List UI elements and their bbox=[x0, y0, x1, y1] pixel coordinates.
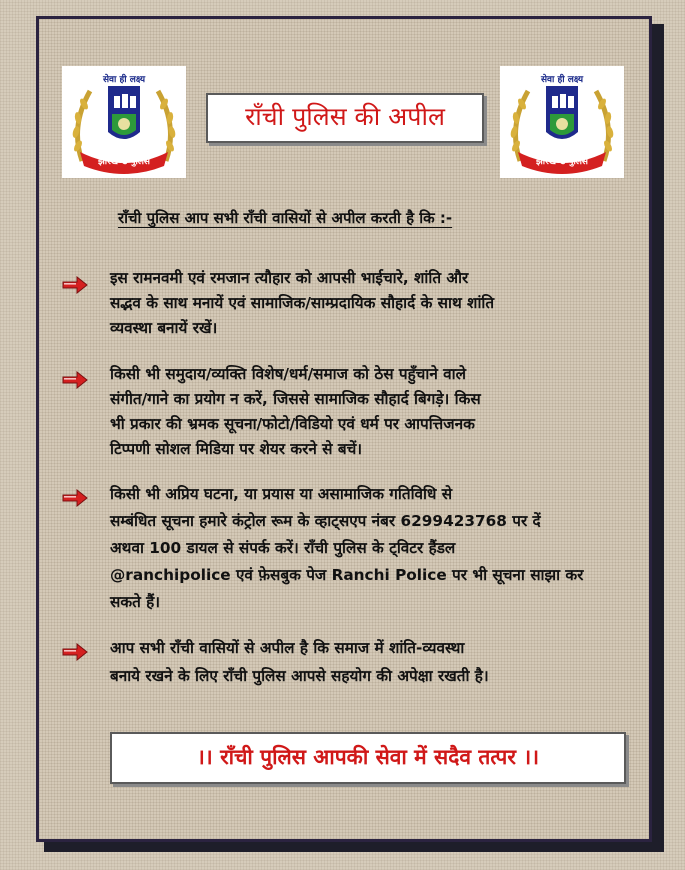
jharkhand-police-emblem-right bbox=[500, 66, 624, 178]
jharkhand-police-emblem-left bbox=[62, 66, 186, 178]
appeal-line: संगीत/गाने का प्रयोग न करें, जिससे सामाजिक सौहार्द बिगड़े। किस bbox=[110, 390, 481, 408]
emblem-motto: सेवा ही लक्ष्य bbox=[102, 75, 146, 85]
appeal-line: इस रामनवमी एवं रमजान त्यौहार को आपसी भाईचारे, शांति और bbox=[110, 269, 469, 287]
appeal-line: व्यवस्था बनायें रखें। bbox=[110, 319, 218, 337]
emblem-motto: सेवा ही लक्ष्य bbox=[540, 75, 584, 85]
appeal-subheading: राँची पुलिस आप सभी राँची वासियों से अपील करती है कि :- bbox=[118, 209, 453, 227]
appeal-line: बनाये रखने के लिए राँची पुलिस आपसे सहयोग की अपेक्षा रखती है। bbox=[110, 667, 489, 685]
appeal-line: @ranchipolice एवं फ़ेसबुक पेज Ranchi Police पर भी सूचना साझा कर bbox=[110, 566, 584, 584]
appeal-line: टिप्पणी सोशल मिडिया पर शेयर करने से बचें। bbox=[110, 440, 363, 458]
appeal-line: किसी भी समुदाय/व्यक्ति विशेष/धर्म/समाज को ठेस पहुँचाने वाले bbox=[110, 365, 467, 383]
appeal-line: सम्बंधित सूचना हमारे कंट्रोल रूम के व्हाट्सएप नंबर 6299423768 पर दें bbox=[110, 512, 541, 530]
footer-slogan: ।। राँची पुलिस आपकी सेवा में सदैव तत्पर ।। bbox=[110, 732, 626, 784]
appeal-line: अथवा 100 डायल से संपर्क करें। राँची पुलिस के ट्विटर हैंडल bbox=[110, 539, 456, 557]
appeal-point-1 bbox=[110, 266, 630, 341]
appeal-point-2 bbox=[110, 362, 630, 462]
arrow-bullet-icon bbox=[62, 643, 88, 661]
appeal-point-4 bbox=[110, 634, 630, 690]
emblem-ribbon-text: झारखण्ड पुलिस bbox=[535, 157, 589, 167]
appeal-line: आप सभी राँची वासियों से अपील है कि समाज में शांति-व्यवस्था bbox=[110, 639, 465, 657]
appeal-title: राँची पुलिस की अपील bbox=[206, 93, 484, 143]
arrow-bullet-icon bbox=[62, 276, 88, 294]
emblem-ribbon-text: झारखण्ड पुलिस bbox=[97, 157, 151, 167]
appeal-line: भी प्रकार की भ्रमक सूचना/फोटो/विडियो एवं धर्म पर आपत्तिजनक bbox=[110, 415, 475, 433]
appeal-line: किसी भी अप्रिय घटना, या प्रयास या असामाजिक गतिविधि से bbox=[110, 485, 453, 503]
appeal-point-3 bbox=[110, 481, 630, 616]
appeal-line: सकते हैं। bbox=[110, 593, 161, 611]
arrow-bullet-icon bbox=[62, 371, 88, 389]
arrow-bullet-icon bbox=[62, 489, 88, 507]
appeal-line: सद्भव के साथ मनायें एवं सामाजिक/साम्प्रदायिक सौहार्द के साथ शांति bbox=[110, 294, 495, 312]
